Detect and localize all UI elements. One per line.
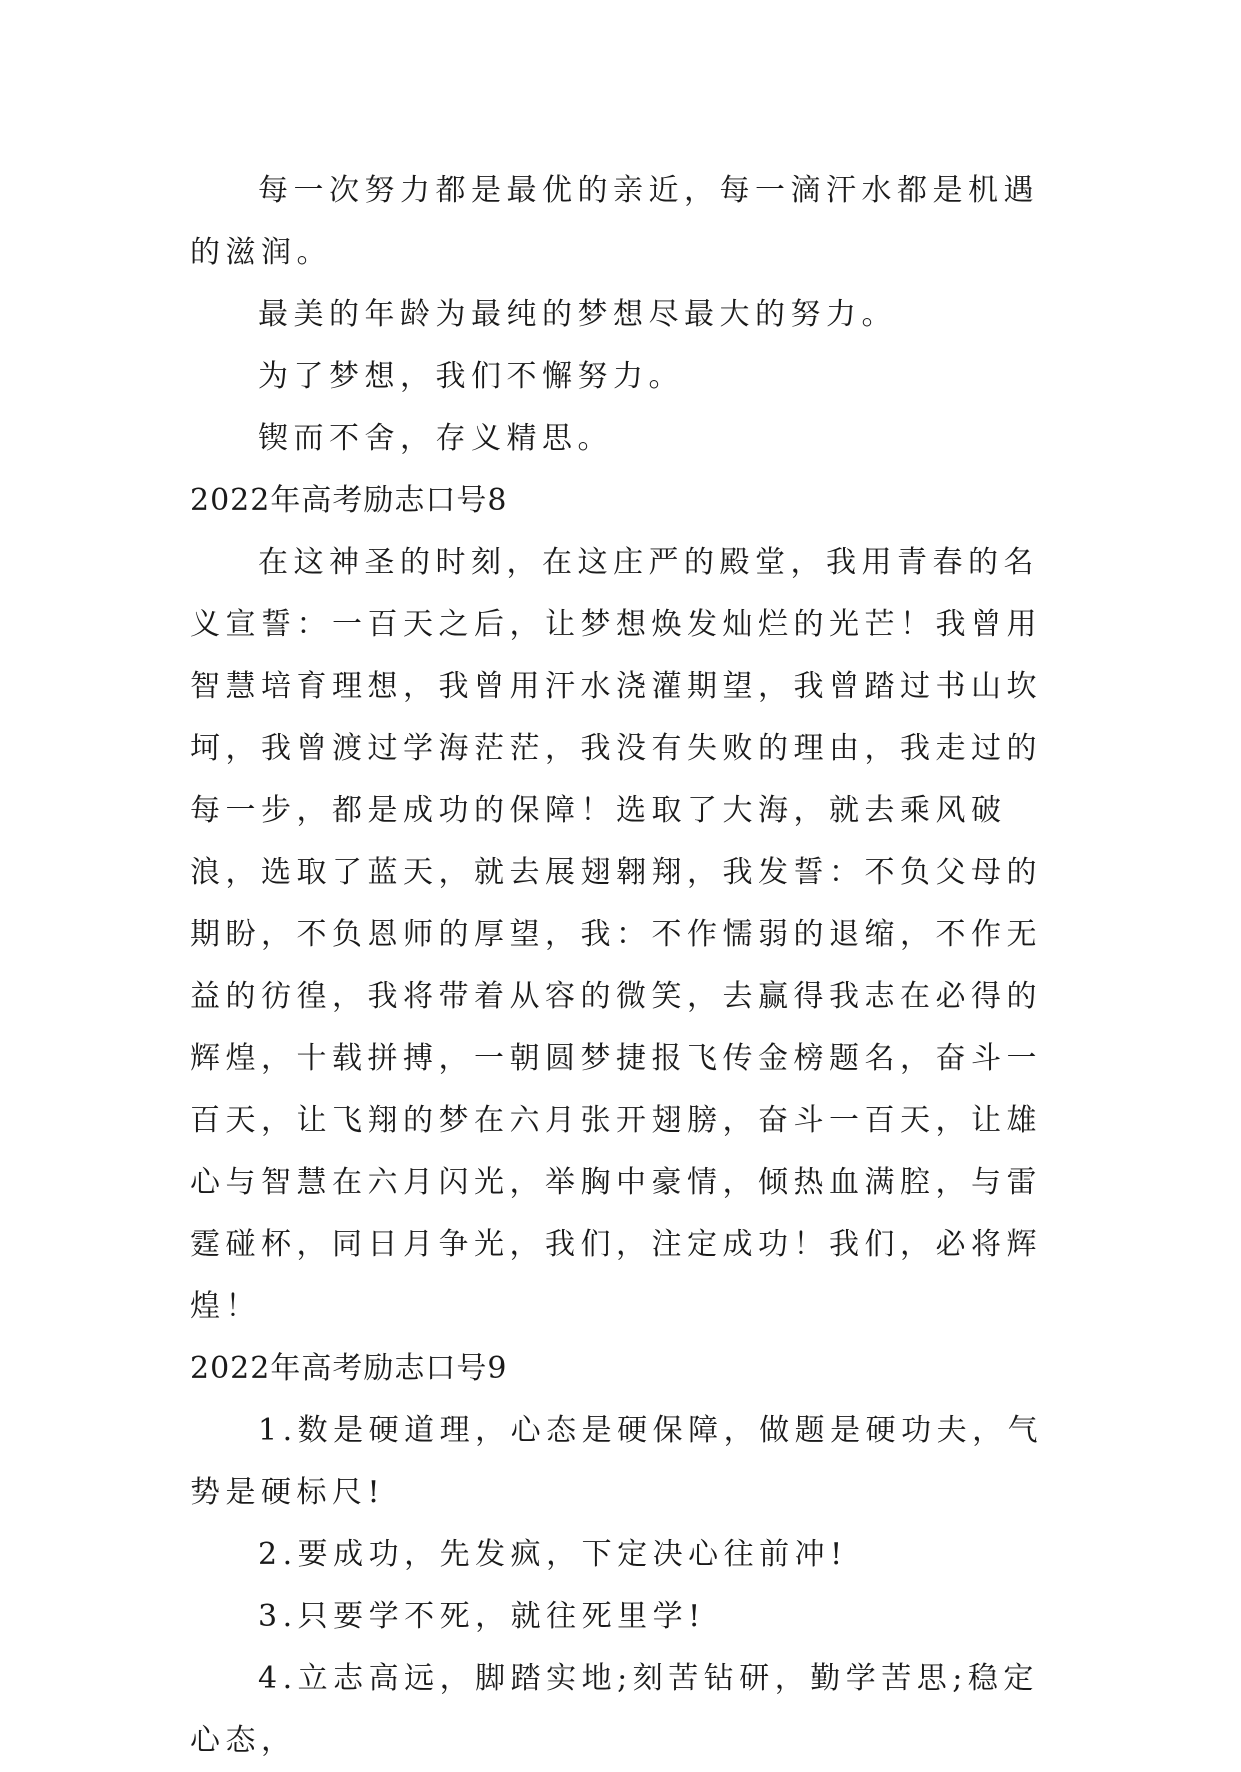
list-item-1: 1.数是硬道理，心态是硬保障，做题是硬功夫，气势是硬标尺! xyxy=(190,1413,1044,1510)
document-body xyxy=(190,160,1060,1772)
paragraph-oath: 在这神圣的时刻，在这庄严的殿堂，我用青春的名义宣誓：一百天之后，让梦想焕发灿烂的光芒！我曾用智慧培育理想，我曾用汗水浇灌期望，我曾踏过书山坎坷，我曾渡过学海茫茫，我没有失败的理由，我走过的每一步，都是成功的保障！选取了大海，就去乘风破浪，选取了蓝天，就去展翅翱翔，我发誓：不负父母的期盼，不负恩师的厚望，我：不作懦弱的退缩，不作无益的彷徨，我将带着从容的微笑，去赢得我志在必得的辉煌，十载拼搏，一朝圆梦捷报飞传金榜题名，奋斗一百天，让飞翔的梦在六月张开翅膀，奋斗一百天，让雄心与智慧在六月闪光，举胸中豪情，倾热血满腔，与雷霆碰杯，同日月争光，我们，注定成功！我们，必将辉煌！ xyxy=(190,545,1042,1324)
list-item-4: 4.立志高远，脚踏实地;刻苦钻研，勤学苦思;稳定心态， xyxy=(190,1661,1039,1758)
list-item-3: 3.只要学不死，就往死里学! xyxy=(258,1599,706,1634)
paragraph-3: 为了梦想，我们不懈努力。 xyxy=(258,359,684,394)
list-item-2: 2.要成功，先发疯，下定决心往前冲! xyxy=(258,1537,848,1572)
paragraph-4: 锲而不舍，存义精思。 xyxy=(258,421,613,456)
section-heading-8: 2022年高考励志口号8 xyxy=(190,483,508,518)
section-heading-9: 2022年高考励志口号9 xyxy=(190,1351,508,1386)
paragraph-1: 每一次努力都是最优的亲近，每一滴汗水都是机遇的滋润。 xyxy=(190,173,1039,270)
paragraph-2: 最美的年龄为最纯的梦想尽最大的努力。 xyxy=(258,297,897,332)
